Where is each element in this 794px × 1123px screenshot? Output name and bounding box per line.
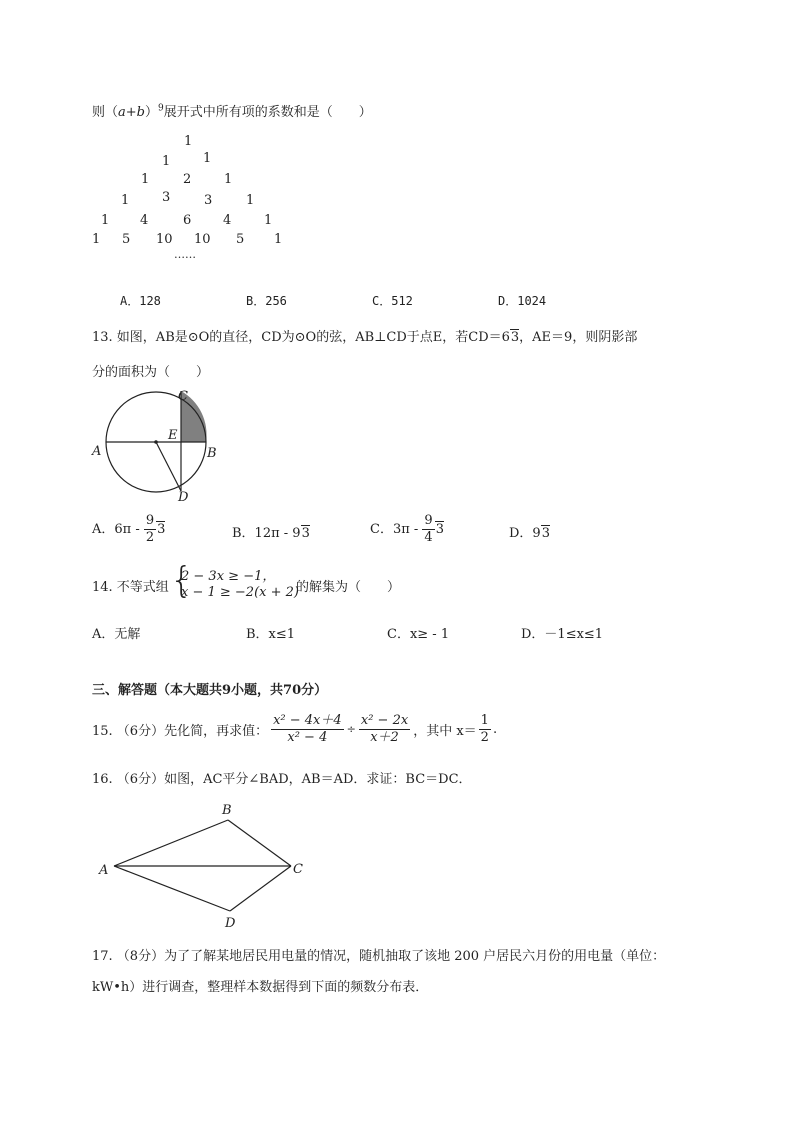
circle-figure [90,384,225,506]
label-c: C [293,862,303,877]
triangle-entry: 1 [184,134,193,149]
label-a: A [92,444,102,459]
label-b: B [222,803,232,818]
q12-option-b: B．256 [246,294,287,308]
q12-option-c: C．512 [372,294,413,308]
q13-option-d: D．93 [509,526,550,541]
q13-stem-line1: 13. 如图，AB是⊙O的直径，CD为⊙O的弦，AB⊥CD于点E，若CD＝63，AE＝9，则阴影部 [92,330,638,345]
label-e: E [168,428,178,443]
triangle-entry: 1 [274,232,283,247]
q17-stem-line2: kW•h）进行调查，整理样本数据得到下面的频数分布表． [92,980,429,995]
triangle-entry: 6 [183,213,192,228]
label-c: C [178,389,188,404]
radius-od [156,442,181,491]
triangle-entry: 1 [246,193,255,208]
triangle-entry: 10 [194,232,211,247]
q14-option-c: C．x≥ - 1 [387,627,450,642]
system-brace: { [170,560,193,601]
q13-stem-line2: 分的面积为（ ） [92,365,210,380]
q12-option-a: A．128 [120,294,161,308]
section-title: 三、解答题（本大题共9小题，共70分） [92,683,328,698]
q12-option-d: D．1024 [498,294,547,308]
q12-stem: 则$(a+b)^9$展开式中所有项的系数和是（ ） [92,103,372,120]
triangle-entry: 1 [121,193,130,208]
segment-ab [114,820,228,866]
triangle-entry: 1 [101,213,110,228]
triangle-entry: 3 [162,190,171,205]
q17-stem-line1: 17. （8分）为了了解某地居民用电量的情况，随机抽取了该地 200 户居民六月份的用电量（单位： [92,949,666,964]
q14-suffix: 的解集为（ ） [296,580,401,595]
triangle-entry: 10 [156,232,173,247]
q14-inequality-2: x − 1 ≥ −2(x + 2) [181,585,299,600]
q14-inequality-1: 2 − 3x ≥ −1， [181,569,276,584]
center-point [154,440,158,444]
triangle-ellipsis: …… [174,248,196,261]
triangle-entry: 4 [223,213,232,228]
quadrilateral-figure [95,798,310,930]
segment-bc [228,820,291,866]
label-d: D [225,916,236,930]
triangle-entry: 4 [140,213,149,228]
q13-option-c: C．3π - $\frac{9}{4}$ 3 [370,513,444,545]
triangle-entry: 1 [92,232,101,247]
triangle-entry: 5 [236,232,245,247]
q15-stem: 15. （6分）先化简，再求值： $\frac{\text{x² − 4x＋4}}{\text{x² − 4}}$ ÷ $\frac{\text{x² − 2x}}{x+2}$ ，其中 x＝ $\frac{1}{2}$ . [92,712,498,745]
label-d: D [178,490,189,505]
triangle-entry: 3 [204,193,213,208]
q14-option-a: A．无解 [92,627,141,642]
q14-prefix: 14. 不等式组 [92,580,169,595]
q16-stem: 16. （6分）如图，AC平分∠BAD，AB＝AD．求证：BC＝DC． [92,772,472,787]
q14-option-d: D．－1≤x≤1 [521,627,604,642]
segment-dc [230,866,291,911]
triangle-entry: 2 [183,172,192,187]
triangle-entry: 1 [203,151,212,166]
q14-option-b: B．x≤1 [246,627,296,642]
label-b: B [207,446,217,461]
triangle-entry: 1 [224,172,233,187]
q13-option-a: A．6π - $\frac{9}{2}$ 3 [92,513,166,545]
q13-option-b: B．12π - 93 [232,526,310,541]
triangle-entry: 1 [264,213,273,228]
triangle-entry: 1 [162,154,171,169]
triangle-entry: 1 [141,172,150,187]
segment-ad [114,866,230,911]
triangle-entry: 5 [122,232,131,247]
label-a: A [99,863,109,878]
